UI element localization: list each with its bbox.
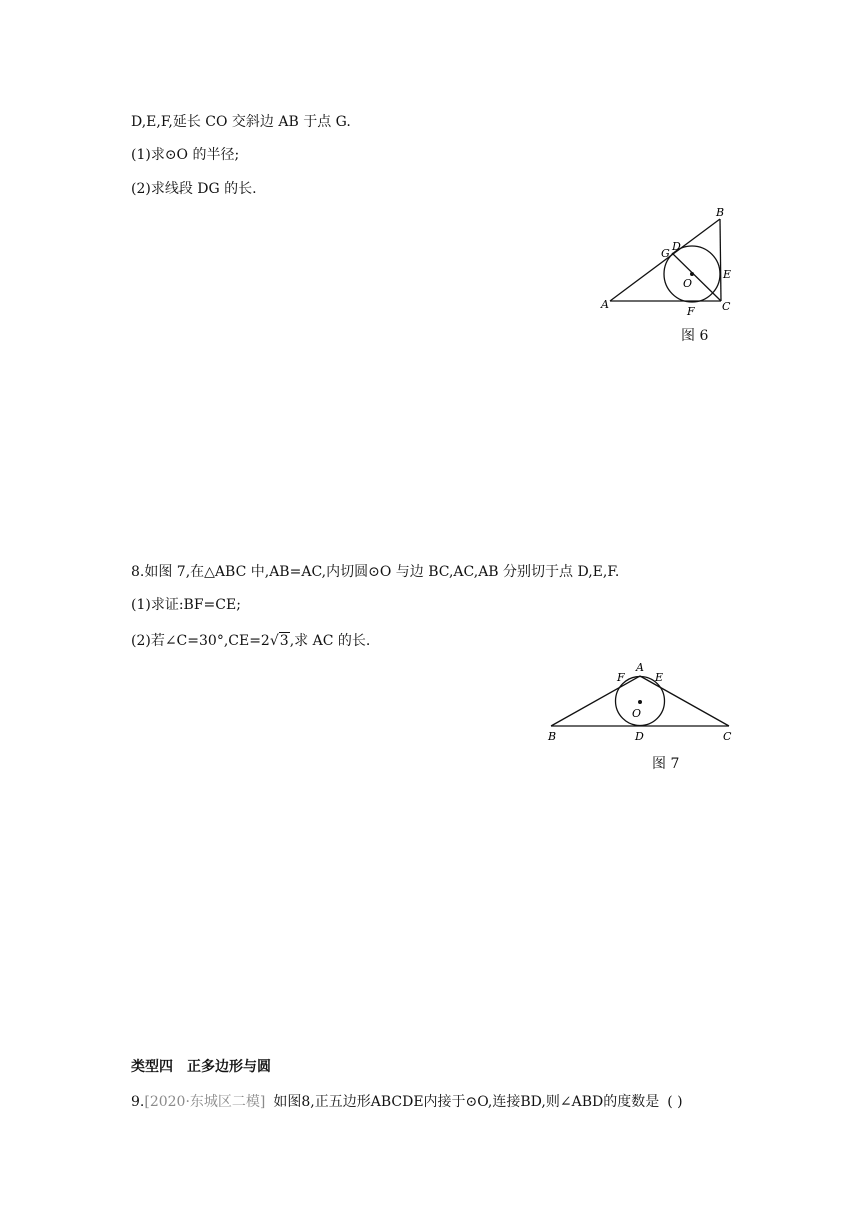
problem7-intro-line: D,E,F,延长 CO 交斜边 AB 于点 G. [131, 114, 351, 130]
fig6-label-g: G [661, 247, 670, 260]
fig7-label-e: E [655, 671, 664, 684]
fig6-side-ab [610, 219, 720, 301]
problem7-question-1: (1)求⊙O 的半径; [131, 147, 240, 163]
problem9-stem: 如图8,正五边形ABCDE内接于⊙O,连接BD,则∠ABD的度数是 [273, 1094, 660, 1110]
fig7-side-ab [551, 676, 640, 726]
problem8-question-1: (1)求证:BF=CE; [131, 597, 241, 613]
fig6-label-a: A [601, 298, 609, 311]
fig6-label-f: F [687, 305, 695, 318]
figure-6-diagram [596, 205, 746, 320]
problem9-answer-paren: ( ) [667, 1094, 683, 1110]
fig6-label-b: B [716, 206, 725, 219]
problem9-number: 9. [131, 1094, 145, 1110]
problem8-stem: 8.如图 7,在△ABC 中,AB=AC,内切圆⊙O 与边 BC,AC,AB 分别切于点 D,E,F. [131, 564, 620, 580]
fig6-label-d: D [672, 240, 681, 253]
problem9-line [131, 1093, 683, 1111]
fig7-label-c: C [723, 730, 732, 743]
sqrt-expression [270, 632, 290, 650]
figure-6-caption: 图 6 [681, 328, 709, 344]
fig7-center-dot [638, 700, 642, 704]
fig7-label-o: O [632, 707, 642, 720]
section-label: 类型四 [131, 1059, 173, 1075]
problem9-source: [2020·东城区二模] [144, 1094, 266, 1110]
section-heading [131, 1058, 285, 1076]
fig7-side-ac [640, 676, 729, 726]
fig6-label-c: C [722, 300, 731, 313]
fig6-segment-cg [672, 253, 721, 301]
fig7-label-f: F [617, 671, 625, 684]
fig7-label-d: D [635, 730, 644, 743]
section-title: 正多边形与圆 [187, 1059, 271, 1075]
figure-7-diagram [540, 660, 740, 745]
problem8-q2-suffix: ,求 AC 的长. [289, 633, 371, 649]
figure-7-caption: 图 7 [652, 756, 680, 772]
fig6-label-e: E [723, 268, 732, 281]
fig6-label-o: O [683, 277, 693, 290]
problem8-q2-prefix: (2)若∠C=30°,CE=2 [131, 633, 270, 649]
fig7-label-b: B [548, 730, 557, 743]
fig6-center-dot [690, 272, 694, 276]
problem7-question-2: (2)求线段 DG 的长. [131, 181, 257, 197]
fig7-label-a: A [636, 661, 644, 674]
sqrt-radicand: 3 [279, 633, 289, 649]
sqrt-sign-icon: √ [269, 633, 279, 649]
problem8-question-2 [131, 632, 370, 650]
fig6-side-bc [720, 219, 721, 301]
